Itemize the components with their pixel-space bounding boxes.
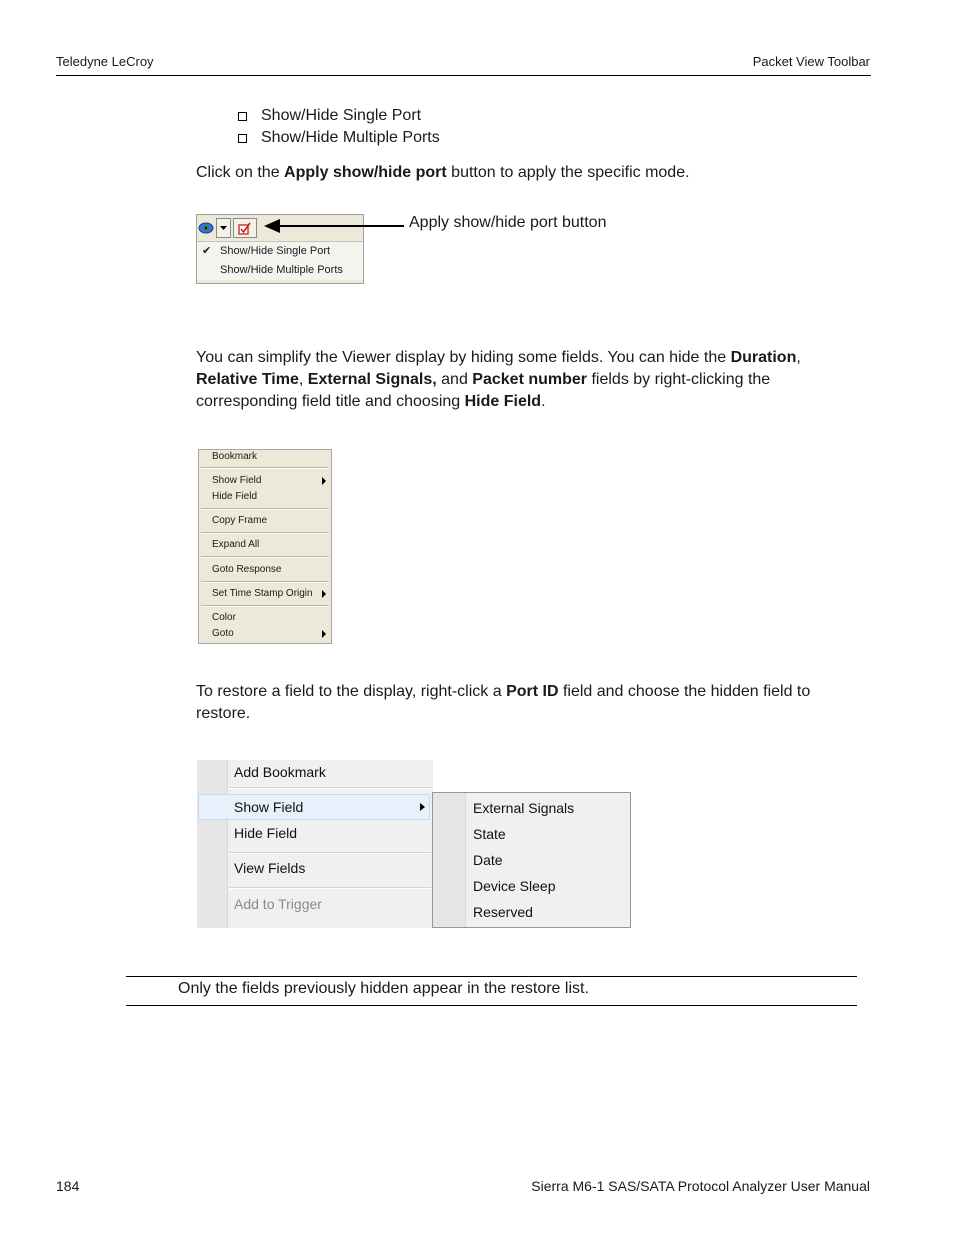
menu-icon-column: [197, 760, 228, 928]
note-text: Only the fields previously hidden appear in the restore list.: [178, 980, 589, 997]
line: [196, 681, 876, 703]
menu-separator: [201, 467, 329, 469]
menu-item-highlight: [198, 794, 430, 820]
text: button to apply the specific mode.: [446, 164, 690, 181]
square-bullet-icon: [238, 112, 247, 121]
menu-separator: [229, 852, 431, 854]
menu-separator: [229, 887, 431, 889]
running-header-section: Packet View Toolbar: [752, 54, 870, 69]
running-footer-title: Sierra M6-1 SAS/SATA Protocol Analyzer User Manual: [531, 1178, 870, 1194]
toolbar: [197, 215, 363, 242]
bullet-item: [238, 107, 421, 125]
port-mode-dropdown: [197, 242, 363, 280]
submenu-arrow-icon: [420, 803, 425, 811]
menu-separator: [201, 508, 329, 510]
dropdown-arrow-icon[interactable]: [216, 218, 231, 238]
menu-item-multiple-ports[interactable]: [197, 261, 363, 280]
menu-separator: [201, 532, 329, 534]
text: ,: [796, 349, 801, 366]
menu-item-add-bookmark[interactable]: Add Bookmark: [234, 764, 326, 780]
text: fields by right-clicking the: [587, 371, 771, 388]
line: [196, 347, 876, 369]
menu-item-show-field[interactable]: Show Field: [212, 475, 262, 486]
menu-item-single-port[interactable]: [197, 242, 363, 261]
bold-text: Relative Time: [196, 371, 299, 388]
menu-item-goto-response[interactable]: Goto Response: [212, 564, 282, 575]
bullet-text: Show/Hide Multiple Ports: [261, 129, 440, 146]
text: You can simplify the Viewer display by hiding some fields. You can hide the: [196, 349, 731, 366]
callout-line: [278, 225, 404, 227]
square-bullet-icon: [238, 134, 247, 143]
bullet-text: Show/Hide Single Port: [261, 107, 422, 124]
line: [196, 369, 876, 391]
menu-item-add-to-trigger[interactable]: Add to Trigger: [234, 896, 322, 912]
show-field-submenu: [432, 792, 631, 928]
bold-text: Port ID: [506, 683, 559, 700]
field-context-menu: [198, 449, 332, 644]
menu-item-goto[interactable]: Goto: [212, 628, 234, 639]
submenu-item-state[interactable]: State: [473, 826, 506, 842]
text: field and choose the hidden field to: [558, 683, 811, 700]
note-bottom-rule: [126, 1005, 857, 1006]
submenu-item-device-sleep[interactable]: Device Sleep: [473, 878, 556, 894]
eye-icon[interactable]: [197, 218, 215, 238]
text: ,: [298, 371, 308, 388]
menu-separator: [201, 556, 329, 558]
menu-item-label: Show/Hide Single Port: [220, 245, 331, 257]
bold-text: Duration: [730, 349, 797, 366]
context-menu: [197, 760, 433, 928]
menu-item-expand-all[interactable]: Expand All: [212, 539, 260, 550]
note-top-rule: [126, 976, 857, 977]
submenu-arrow-icon: [322, 590, 326, 598]
menu-separator: [201, 581, 329, 583]
line: [196, 703, 876, 725]
menu-separator: [201, 605, 329, 607]
page-number: 184: [56, 1178, 80, 1194]
text: restore.: [196, 705, 251, 722]
bold-text: Hide Field: [464, 393, 542, 410]
menu-item-copy-frame[interactable]: Copy Frame: [212, 515, 268, 526]
submenu-item-reserved[interactable]: Reserved: [473, 904, 533, 920]
callout-label: Apply show/hide port button: [409, 214, 607, 231]
checkbox-icon[interactable]: [233, 218, 257, 238]
header-rule: [56, 75, 871, 76]
submenu-arrow-icon: [322, 630, 326, 638]
text: Click on the: [196, 164, 285, 181]
bullet-item: [238, 129, 440, 147]
bold-text: Packet number: [472, 371, 588, 388]
menu-item-hide-field[interactable]: Hide Field: [234, 825, 298, 841]
text: To restore a field to the display, right-click a: [196, 683, 507, 700]
menu-item-color[interactable]: Color: [212, 612, 236, 623]
menu-item-show-field[interactable]: Show Field: [234, 799, 304, 815]
menu-item-label: Show/Hide Multiple Ports: [220, 264, 343, 276]
menu-separator: [229, 787, 431, 789]
paragraph-hide-fields: [196, 347, 876, 413]
menu-item-hide-field[interactable]: Hide Field: [212, 491, 258, 502]
submenu-arrow-icon: [322, 477, 326, 485]
submenu-item-external-signals[interactable]: External Signals: [473, 800, 575, 816]
paragraph-apply: [196, 162, 690, 184]
paragraph-restore: [196, 681, 876, 725]
menu-icon-column: [433, 793, 466, 927]
check-icon: ✔: [202, 245, 212, 257]
menu-item-bookmark[interactable]: Bookmark: [212, 451, 258, 462]
bold-text: External Signals,: [307, 371, 437, 388]
text: corresponding field title and choosing: [196, 393, 465, 410]
menu-item-set-time-stamp-origin[interactable]: Set Time Stamp Origin: [212, 588, 313, 599]
show-field-menu-screenshot: [197, 760, 631, 928]
text: and: [436, 371, 473, 388]
menu-item-view-fields[interactable]: View Fields: [234, 860, 306, 876]
text: .: [541, 393, 546, 410]
running-header-company: Teledyne LeCroy: [56, 54, 154, 69]
line: [196, 391, 876, 413]
bold-text: Apply show/hide port: [284, 164, 447, 181]
submenu-item-date[interactable]: Date: [473, 852, 503, 868]
